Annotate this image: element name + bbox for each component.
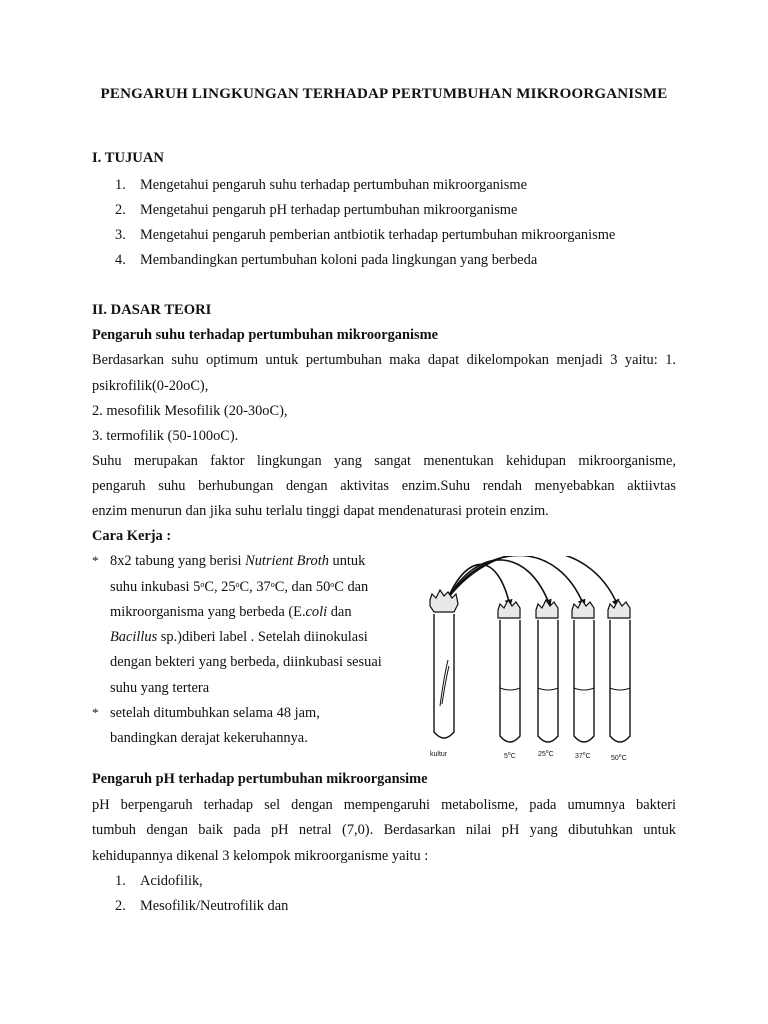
list-number: 2.: [115, 202, 126, 218]
test-tube-5c: [498, 600, 520, 742]
paragraph-line: pengaruh suhu berhubungan dengan aktivitas enzim.Suhu rendah menyebabkan aktiivtas: [92, 478, 676, 494]
bullet-line: bandingkan derajat kekeruhannya.: [110, 730, 308, 746]
subheading-suhu: Pengaruh suhu terhadap pertumbuhan mikroorganisme: [92, 327, 438, 343]
bullet-line: mikroorganisma yang berbeda (E.coli dan: [110, 604, 352, 620]
list-number: 1.: [115, 873, 126, 889]
figure-label-kultur: kultur: [430, 751, 448, 758]
bullet-line: setelah ditumbuhkan selama 48 jam,: [110, 705, 320, 721]
bullet-line: dengan bekteri yang berbeda, diinkubasi sesuai: [110, 654, 382, 670]
document-title: PENGARUH LINGKUNGAN TERHADAP PERTUMBUHAN MIKROORGANISME: [100, 86, 668, 102]
paragraph-line: psikrofilik(0-20oC),: [92, 378, 209, 394]
bullet-symbol: *: [92, 705, 99, 720]
paragraph-line: enzim menurun dan jika suhu terlalu tinggi dapat mendenaturasi protein enzim.: [92, 503, 549, 519]
list-number: 3.: [115, 227, 126, 243]
test-tube-figure: [418, 556, 680, 768]
list-number: 1.: [115, 177, 126, 193]
bullet-line: 8x2 tabung yang berisi Nutrient Broth untuk: [110, 553, 366, 569]
paragraph-line: kehidupannya dikenal 3 kelompok mikroorganisme yaitu :: [92, 848, 429, 864]
test-tube-25c: [536, 600, 558, 742]
list-item: Acidofilik,: [140, 873, 203, 889]
bullet-line: suhu yang tertera: [110, 680, 210, 696]
subheading-cara-kerja: Cara Kerja :: [92, 528, 172, 544]
transfer-arrow: [448, 556, 618, 606]
bullet-line: Bacillus sp.)diberi label . Setelah diinokulasi: [110, 629, 368, 645]
list-number: 4.: [115, 252, 126, 268]
list-item: Mesofilik/Neutrofilik dan: [140, 898, 289, 914]
transfer-arrow: [448, 560, 550, 606]
paragraph-line: Berdasarkan suhu optimum untuk pertumbuhan maka dapat dikelompokan menjadi 3 yaitu: 1.: [92, 352, 676, 368]
test-tube-37c: [572, 600, 594, 742]
figure-label-37c: 37$^o$C: [575, 751, 591, 760]
paragraph-line: 3. termofilik (50-100oC).: [92, 428, 239, 444]
list-item: Membandingkan pertumbuhan koloni pada lingkungan yang berbeda: [140, 252, 538, 268]
figure-label-5c: 5$^o$C: [504, 751, 516, 760]
list-item: Mengetahui pengaruh suhu terhadap pertumbuhan mikroorganisme: [140, 177, 527, 193]
list-item: Mengetahui pengaruh pemberian antbiotik terhadap pertumbuhan mikroorganisme: [140, 227, 616, 243]
subheading-ph: Pengaruh pH terhadap pertumbuhan mikroorgansime: [92, 771, 428, 787]
bullet-symbol: *: [92, 553, 99, 568]
list-item: Mengetahui pengaruh pH terhadap pertumbuhan mikroorganisme: [140, 202, 518, 218]
section-heading-dasar-teori: II. DASAR TEORI: [92, 302, 212, 318]
test-tube-50c: [608, 600, 630, 742]
list-number: 2.: [115, 898, 126, 914]
kultur-tube: [430, 590, 458, 738]
section-heading-tujuan: I. TUJUAN: [92, 150, 164, 166]
figure-label-50c: 50$^o$C: [611, 753, 627, 762]
paragraph-line: tumbuh dengan baik pada pH netral (7,0). Berdasarkan nilai pH yang dibutuhkan untuk: [92, 822, 676, 838]
paragraph-line: Suhu merupakan faktor lingkungan yang sangat menentukan kehidupan mikroorganisme,: [92, 453, 676, 469]
bullet-line: suhu inkubasi 5$^o$C, 25$^o$C, 37$^o$C, dan 50$^o$C dan: [110, 579, 369, 595]
paragraph-line: pH berpengaruh terhadap sel dengan mempengaruhi metabolisme, pada umumnya bakteri: [92, 797, 676, 813]
paragraph-line: 2. mesofilik Mesofilik (20-30oC),: [92, 403, 288, 419]
figure-label-25c: 25$^o$C: [538, 749, 554, 758]
